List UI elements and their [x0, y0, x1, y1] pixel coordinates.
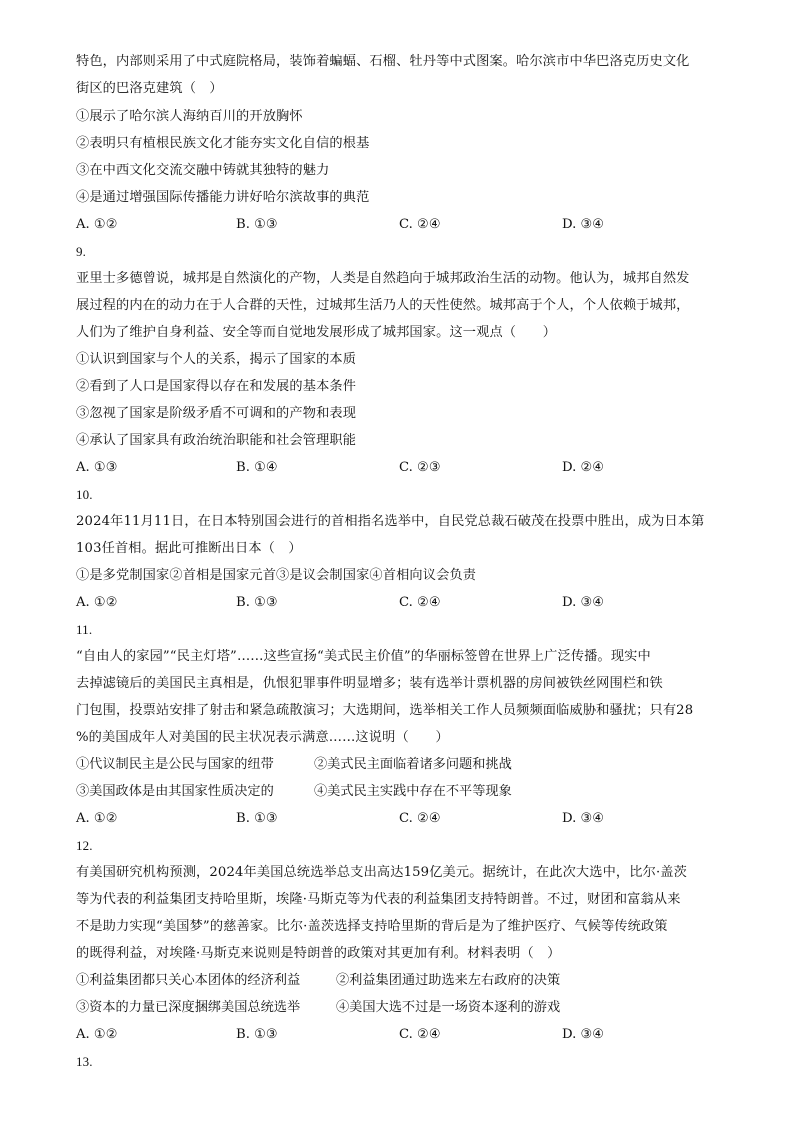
q11-option-b[interactable]: B. ①③ [236, 811, 278, 826]
q8-stem-line-2: 街区的巴洛克建筑（ ） [76, 81, 223, 96]
q9-stem-line-3: 人们为了维护自身利益、安全等而自觉地发展形成了城邦国家。这一观点（ ） [76, 325, 557, 340]
q12-item-1: ①利益集团都只关心本团体的经济利益 [76, 973, 301, 988]
q10-option-a[interactable]: A. ①② [76, 595, 118, 610]
q10-options [76, 594, 726, 612]
q8-option-d[interactable]: D. ③④ [562, 217, 605, 232]
q12-stem-line-1: 有美国研究机构预测，2024年美国总统选举总支出高达159亿美元。据统计，在此次大选中，比尔·盖茨 [76, 865, 687, 880]
q11-stem-line-1: “自由人的家园”“民主灯塔”……这些宣扬“美式民主价值”的华丽标签曾在世界上广泛传播。现实中 [76, 649, 651, 664]
q11-item-1: ①代议制民主是公民与国家的纽带 [76, 757, 274, 772]
q10-option-c[interactable]: C. ②④ [399, 595, 441, 610]
q9-options [76, 459, 726, 477]
q9-number: 9. [76, 244, 87, 259]
q8-option-b[interactable]: B. ①③ [236, 217, 278, 232]
q9-option-a[interactable]: A. ①③ [76, 460, 118, 475]
q8-item-1: ①展示了哈尔滨人海纳百川的开放胸怀 [76, 109, 303, 124]
q12-stem-line-2: 等为代表的利益集团支持哈里斯，埃隆·马斯克等为代表的利益集团支持特朗普。不过，财团和富翁从来 [76, 892, 681, 907]
q9-option-d[interactable]: D. ②④ [562, 460, 605, 475]
q10-option-d[interactable]: D. ③④ [562, 595, 605, 610]
q11-option-a[interactable]: A. ①② [76, 811, 118, 826]
q9-item-2: ②看到了人口是国家得以存在和发展的基本条件 [76, 379, 357, 394]
q12-option-d[interactable]: D. ③④ [562, 1027, 605, 1042]
q9-item-3: ③忽视了国家是阶级矛盾不可调和的产物和表现 [76, 406, 357, 421]
q12-stem-line-3: 不是助力实现“美国梦”的慈善家。比尔·盖茨选择支持哈里斯的背后是为了维护医疗、气候等传统政策 [76, 919, 668, 934]
q11-item-4: ④美式民主实践中存在不平等现象 [314, 784, 512, 799]
q8-item-3: ③在中西文化交流交融中铸就其独特的魅力 [76, 163, 330, 178]
q8-item-4: ④是通过增强国际传播能力讲好哈尔滨故事的典范 [76, 190, 370, 205]
q9-item-1: ①认识到国家与个人的关系，揭示了国家的本质 [76, 352, 357, 367]
q10-option-b[interactable]: B. ①③ [236, 595, 278, 610]
q8-options [76, 216, 726, 234]
q11-item-2: ②美式民主面临着诸多问题和挑战 [314, 757, 512, 772]
q11-options [76, 810, 726, 828]
q8-option-a[interactable]: A. ①② [76, 217, 118, 232]
q9-option-b[interactable]: B. ①④ [236, 460, 278, 475]
q8-option-c[interactable]: C. ②④ [399, 217, 441, 232]
q13-number: 13. [76, 1054, 93, 1069]
q8-stem-line-1: 特色，内部则采用了中式庭院格局，装饰着蝙蝠、石榴、牡丹等中式图案。哈尔滨市中华巴洛克历史文化 [76, 54, 690, 69]
q12-option-a[interactable]: A. ①② [76, 1027, 118, 1042]
q11-stem-line-2: 去掉滤镜后的美国民主真相是，仇恨犯罪事件明显增多；装有选举计票机器的房间被铁丝网围栏和铁 [76, 676, 663, 691]
q9-stem-line-2: 展过程的内在的动力在于人合群的天性，过城邦生活乃人的天性使然。城邦高于个人，个人依赖于城邦， [76, 298, 690, 313]
q11-stem-line-4: %的美国成年人对美国的民主状况表示满意……这说明（ ） [76, 730, 449, 745]
q12-stem-line-4: 的既得利益，对埃隆·马斯克来说则是特朗普的政策对其更加有利。材料表明（ ） [76, 946, 561, 961]
q9-stem-line-1: 亚里士多德曾说，城邦是自然演化的产物，人类是自然趋向于城邦政治生活的动物。他认为，城邦自然发 [76, 271, 690, 286]
q10-number: 10. [76, 487, 93, 502]
q12-number: 12. [76, 838, 93, 853]
q10-stem-line-1: 2024年11月11日，在日本特别国会进行的首相指名选举中，自民党总裁石破茂在投票中胜出，成为日本第 [76, 514, 705, 529]
q10-stem-line-2: 103任首相。据此可推断出日本（ ） [76, 541, 302, 556]
q12-item-4: ④美国大选不过是一场资本逐利的游戏 [336, 1000, 561, 1015]
q12-options [76, 1026, 726, 1044]
q9-option-c[interactable]: C. ②③ [399, 460, 441, 475]
q12-item-3: ③资本的力量已深度捆绑美国总统选举 [76, 1000, 301, 1015]
q11-number: 11. [76, 622, 93, 637]
q11-item-3: ③美国政体是由其国家性质决定的 [76, 784, 274, 799]
q9-item-4: ④承认了国家具有政治统治职能和社会管理职能 [76, 433, 357, 448]
q8-item-2: ②表明只有植根民族文化才能夯实文化自信的根基 [76, 136, 370, 151]
q10-items: ①是多党制国家②首相是国家元首③是议会制国家④首相向议会负责 [76, 568, 477, 583]
q11-option-d[interactable]: D. ③④ [562, 811, 605, 826]
q11-option-c[interactable]: C. ②④ [399, 811, 441, 826]
q12-option-b[interactable]: B. ①③ [236, 1027, 278, 1042]
q11-stem-line-3: 门包围，投票站安排了射击和紧急疏散演习；大选期间，选举相关工作人员频频面临威胁和骚扰；只有28 [76, 703, 694, 718]
q12-item-2: ②利益集团通过助选来左右政府的决策 [336, 973, 561, 988]
q12-option-c[interactable]: C. ②④ [399, 1027, 441, 1042]
